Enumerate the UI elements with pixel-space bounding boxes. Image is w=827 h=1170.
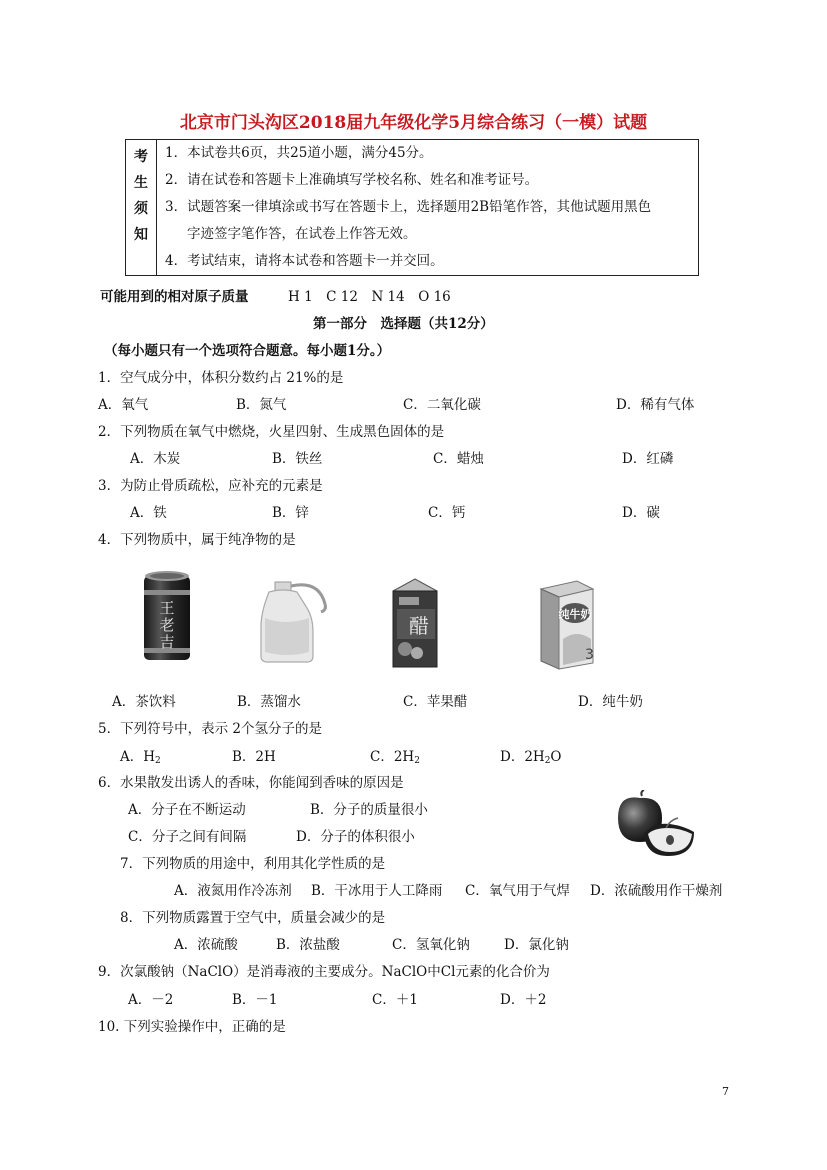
- svg-text:3: 3: [585, 647, 594, 663]
- notice-item: 3．试题答案一律填涂或书写在答题卡上，选择题用2B铅笔作答，其他试题用黑色: [165, 199, 652, 215]
- notice-side-char: 须: [134, 201, 148, 217]
- option: [370, 745, 420, 766]
- option: B．锌: [272, 505, 309, 521]
- subscript: 2: [155, 756, 161, 766]
- page-title: 北京市门头沟区2018届九年级化学5月综合练习（一模）试题: [179, 113, 648, 133]
- option: A．氧气: [98, 397, 149, 413]
- notice-side-label: [126, 140, 157, 276]
- option: C．分子之间有间隔: [128, 829, 247, 845]
- part-heading: 第一部分 选择题（共12分）: [313, 316, 494, 332]
- atomic-mass-values: H 1 C 12 N 14 O 16: [288, 289, 451, 305]
- option: A．分子在不断运动: [128, 802, 246, 818]
- can-char: 吉: [159, 633, 175, 651]
- question-stem: 2．下列物质在氧气中燃烧，火星四射、生成黑色固体的是: [98, 424, 445, 440]
- option: D．分子的体积很小: [296, 829, 415, 845]
- option: B．蒸馏水: [237, 694, 301, 710]
- option: B．分子的质量很小: [310, 802, 428, 818]
- option: C．氢氧化钠: [392, 937, 470, 953]
- option: A．茶饮料: [112, 694, 176, 710]
- option: B．浓盐酸: [276, 937, 340, 953]
- apple-image: [616, 790, 696, 858]
- apple-vinegar-carton-image: [389, 577, 441, 669]
- option: D．稀有气体: [616, 397, 695, 413]
- option: D．纯牛奶: [578, 694, 643, 710]
- distilled-water-bottle-image: [255, 578, 329, 666]
- question-stem: 4．下列物质中，属于纯净物的是: [98, 532, 296, 548]
- svg-text:纯牛奶: 纯牛奶: [558, 608, 592, 621]
- notice-item: 4．考试结束，请将本试卷和答题卡一并交回。: [165, 253, 444, 269]
- part-instruction: （每小题只有一个选项符合题意。每小题1分。）: [104, 343, 391, 359]
- question-stem: 7．下列物质的用途中，利用其化学性质的是: [120, 856, 386, 872]
- notice-side-char: 考: [134, 149, 148, 165]
- exam-notice-box: [125, 139, 699, 276]
- option: C．氧气用于气焊: [465, 883, 570, 899]
- option: D．＋2: [500, 992, 547, 1008]
- option: [500, 745, 562, 766]
- option-text: C．2H: [370, 749, 415, 765]
- question-stem: 9．次氯酸钠（NaClO）是消毒液的主要成分。NaClO中Cl元素的化合价为: [98, 964, 550, 980]
- option: D．红磷: [622, 451, 674, 467]
- question-stem: 8．下列物质露置于空气中，质量会减少的是: [120, 910, 386, 926]
- svg-text:醋: 醋: [409, 614, 429, 638]
- question-stem: 10. 下列实验操作中，正确的是: [98, 1019, 286, 1035]
- option: A．铁: [130, 505, 167, 521]
- notice-side-char: 生: [134, 175, 148, 191]
- option-text: A．H: [120, 749, 156, 765]
- option: B．2H: [232, 749, 276, 765]
- notice-item: 2．请在试卷和答题卡上准确填写学校名称、姓名和准考证号。: [165, 172, 539, 188]
- notice-item: 字迹签字笔作答，在试卷上作答无效。: [187, 226, 417, 242]
- question-stem: 3．为防止骨质疏松，应补充的元素是: [98, 478, 323, 494]
- option: B．氮气: [236, 397, 287, 413]
- option: B．干冰用于人工降雨: [311, 883, 443, 899]
- milk-carton-image: [539, 579, 595, 671]
- notice-items: [157, 140, 699, 276]
- option-text: D．2H: [500, 749, 545, 765]
- can-char: 老: [159, 616, 175, 634]
- option: D．氯化钠: [504, 937, 569, 953]
- question-stem: 1．空气成分中，体积分数约占 21%的是: [98, 370, 344, 386]
- notice-item: 1．本试卷共6页，共25道小题，满分45分。: [165, 145, 433, 161]
- atomic-mass-label: 可能用到的相对原子质量: [100, 289, 249, 305]
- option: C．蜡烛: [433, 451, 484, 467]
- can-char: 王: [159, 599, 175, 617]
- question-stem: 6．水果散发出诱人的香味，你能闻到香味的原因是: [98, 775, 404, 791]
- subscript: 2: [544, 756, 551, 766]
- option: A．木炭: [130, 451, 181, 467]
- option: B．铁丝: [272, 451, 323, 467]
- option: A．液氮用作冷冻剂: [174, 883, 292, 899]
- notice-side-char: 知: [134, 227, 148, 243]
- option-text: O: [550, 749, 562, 765]
- option: C．钙: [428, 505, 466, 521]
- option: B．－1: [232, 992, 278, 1008]
- question-stem: 5．下列符号中，表示 2个氢分子的是: [98, 721, 322, 737]
- option: C．＋1: [372, 992, 418, 1008]
- option: C．苹果醋: [403, 694, 468, 710]
- option: D．碳: [622, 505, 660, 521]
- subscript: 2: [414, 756, 420, 766]
- option: A．－2: [128, 992, 174, 1008]
- option: A．浓硫酸: [174, 937, 238, 953]
- option: C．二氧化碳: [403, 397, 481, 413]
- option: D．浓硫酸用作干燥剂: [590, 883, 723, 899]
- option: [120, 745, 161, 766]
- page-number: 7: [722, 1085, 729, 1098]
- tea-can-image: [142, 570, 192, 664]
